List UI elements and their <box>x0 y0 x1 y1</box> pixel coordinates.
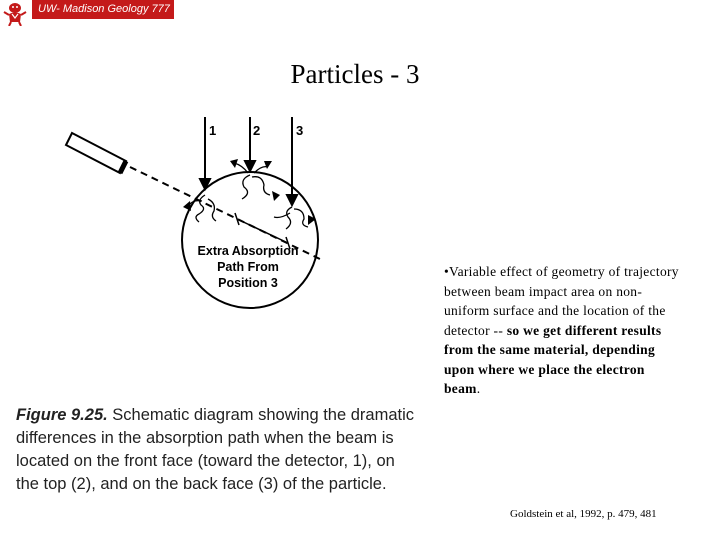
absorption-path-diagram <box>40 95 400 405</box>
bullet-text-emphasis: so we get different results from the same material, depending upon where we place the electron beam <box>444 322 662 396</box>
badger-mascot-icon <box>0 0 30 26</box>
brand-label: UW- Madison Geology 777 <box>32 0 174 19</box>
slide-title: Particles - 3 <box>290 59 420 89</box>
bullet-text-end: . <box>476 381 481 396</box>
beam-label-3: 3 <box>296 123 304 138</box>
diagram-label-line2: Path From <box>217 260 279 274</box>
figure-caption-text: Schematic diagram showing the dramatic differences in the absorption path when the beam is located on the front face (toward the detector, 1), on the top (2), and on the back face (3) of the particle. <box>16 406 415 493</box>
detector-icon <box>66 133 126 173</box>
diagram-label-line1: Extra Absorption <box>197 244 299 258</box>
bullet-point <box>444 262 684 399</box>
beam-label-2: 2 <box>253 123 261 138</box>
beam-label-1: 1 <box>209 123 217 138</box>
citation: Goldstein et al, 1992, p. 479, 481 <box>510 508 657 520</box>
figure-caption <box>16 404 416 496</box>
diagram-label-line3: Position 3 <box>218 276 278 290</box>
header-bar <box>0 0 180 20</box>
bullet-text-plain: •Variable effect of geometry of trajectory between beam impact area on non-uniform surface and the location of the detector -- <box>444 264 679 338</box>
figure-label: Figure 9.25. <box>16 406 108 424</box>
